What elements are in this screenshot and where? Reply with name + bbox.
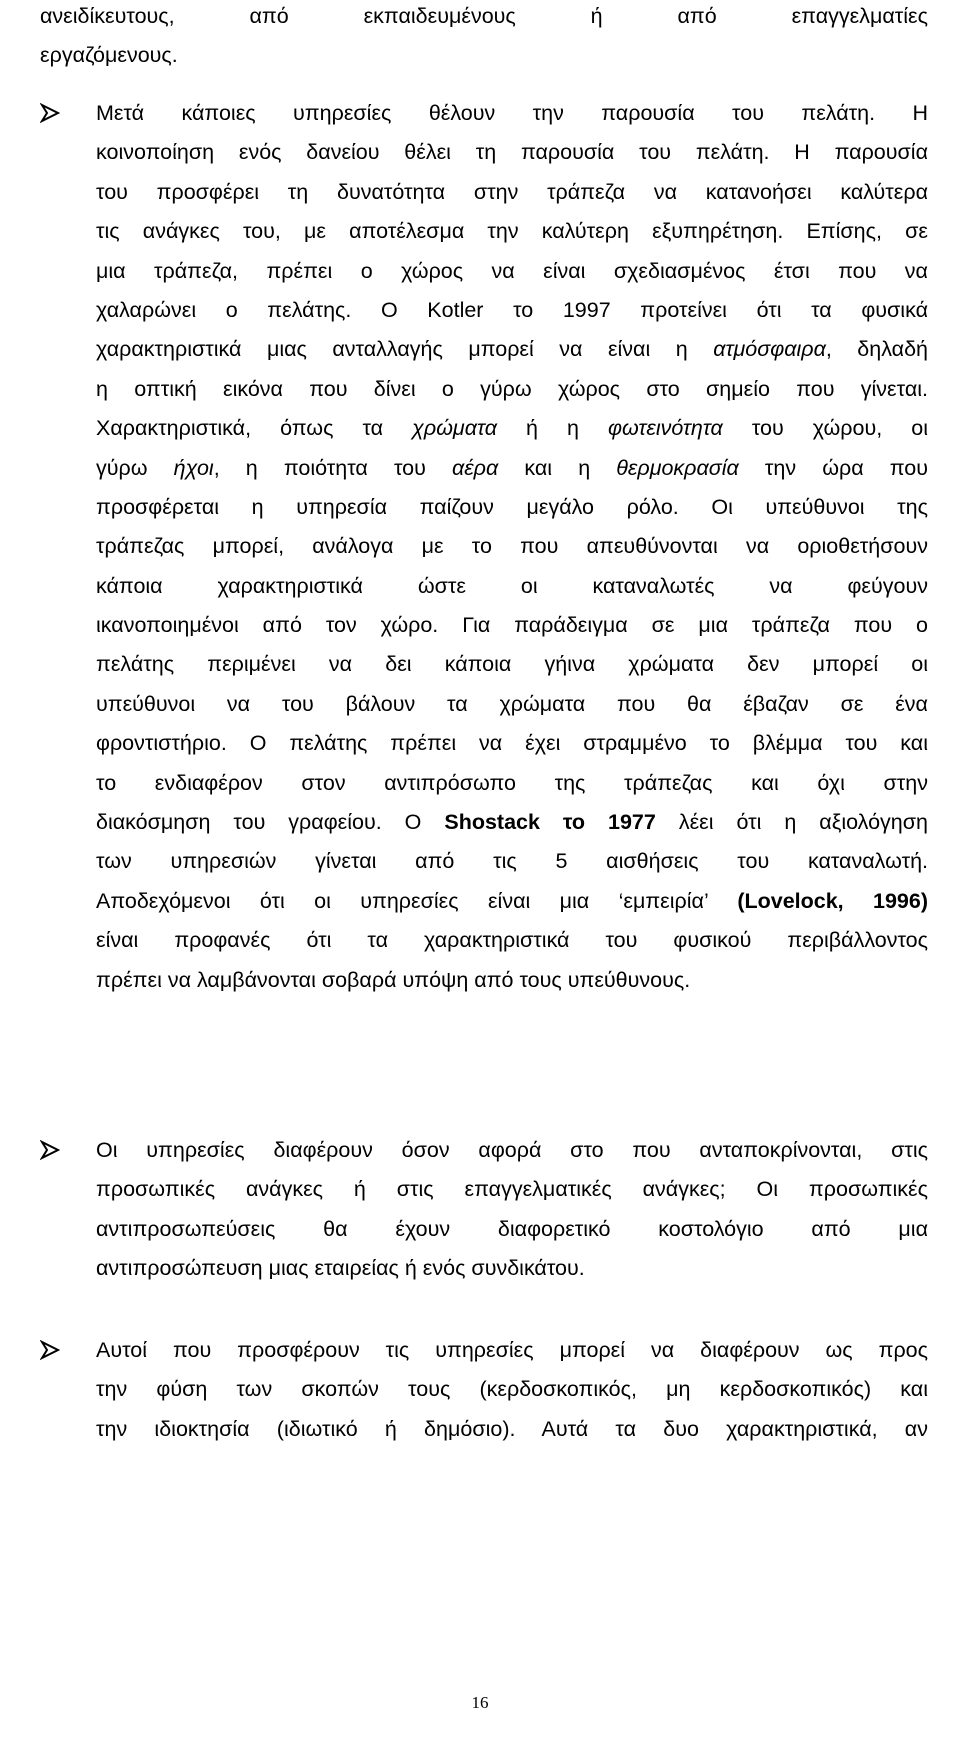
text-line bbox=[96, 133, 928, 172]
text-line bbox=[96, 961, 928, 1000]
text-run: η οπτική εικόνα που δίνει ο γύρω χώρος στο σημείο που γίνεται. bbox=[96, 376, 928, 401]
text-line: προσωπικές ανάγκες ή στις επαγγελματικές ανάγκες; Οι προσωπικές bbox=[96, 1177, 928, 1202]
text-run: μια τράπεζα, πρέπει ο χώρος να είναι σχεδιασμένος έτσι που να bbox=[96, 258, 928, 283]
text-run: κοινοποίηση ενός δανείου θέλει τη παρουσία του πελάτη. Η παρουσία bbox=[96, 140, 928, 165]
text-line: αντιπροσωπεύσεις θα έχουν διαφορετικό κοστολόγιο από μια bbox=[96, 1216, 928, 1241]
continuation-paragraph bbox=[40, 0, 928, 76]
text-line bbox=[96, 921, 928, 960]
text-run: φροντιστήριο. Ο πελάτης πρέπει να έχει στραμμένο το βλέμμα του και bbox=[96, 731, 928, 756]
text-line: αντιπροσώπευση μιας εταιρείας ή ενός συνδικάτου. bbox=[96, 1256, 585, 1281]
text-line: Αυτοί που προσφέρουν τις υπηρεσίες μπορεί να διαφέρουν ως προς bbox=[96, 1338, 928, 1362]
text-line bbox=[96, 645, 928, 684]
text-line bbox=[96, 764, 928, 803]
text-run: την ώρα που bbox=[738, 455, 928, 480]
text-run: των υπηρεσιών γίνεται από τις 5 αισθήσεις του καταναλωτή. bbox=[96, 849, 928, 874]
bold-citation: Shostack το 1977 bbox=[444, 810, 656, 835]
text-line bbox=[96, 527, 928, 566]
page-number: 16 bbox=[471, 1693, 489, 1712]
text-line bbox=[96, 330, 928, 369]
text-line bbox=[96, 882, 928, 921]
italic-term: ατμόσφαιρα bbox=[713, 337, 826, 362]
text-run: , η ποιότητα του bbox=[213, 455, 452, 480]
text-line: Οι υπηρεσίες διαφέρουν όσον αφορά στο που ανταποκρίνονται, στις bbox=[96, 1138, 928, 1162]
italic-term: θερμοκρασία bbox=[616, 455, 739, 480]
text-line bbox=[96, 370, 928, 409]
text-line bbox=[96, 291, 928, 330]
text-run: , δηλαδή bbox=[825, 337, 929, 362]
text-line bbox=[96, 252, 928, 291]
text-run: τις ανάγκες του, με αποτέλεσμα την καλύτερη εξυπηρέτηση. Επίσης, σε bbox=[96, 219, 928, 244]
text-line bbox=[96, 94, 928, 133]
text-line bbox=[96, 803, 928, 842]
arrow-bullet-icon bbox=[40, 1140, 62, 1162]
text-line: εργαζόμενους. bbox=[40, 43, 178, 68]
text-run: τράπεζας μπορεί, ανάλογα με το που απευθύνονται να οριοθετήσουν bbox=[96, 534, 928, 559]
text-line bbox=[96, 567, 928, 606]
italic-term: ήχοι bbox=[173, 455, 214, 480]
text-run: προσφέρεται η υπηρεσία παίζουν μεγάλο ρόλο. Οι υπεύθυνοι της bbox=[96, 494, 928, 519]
italic-term: φωτεινότητα bbox=[608, 416, 723, 441]
text-run: κάποια χαρακτηριστικά ώστε οι καταναλωτές να φεύγουν bbox=[96, 573, 928, 598]
text-line: ανειδίκευτους, από εκπαιδευμένους ή από επαγγελματίες bbox=[40, 4, 928, 28]
arrow-bullet-icon bbox=[40, 103, 62, 125]
text-run: γύρω bbox=[96, 455, 174, 480]
text-line bbox=[96, 488, 928, 527]
text-line bbox=[96, 173, 928, 212]
text-run: του προσφέρει τη δυνατότητα στην τράπεζα να κατανοήσει καλύτερα bbox=[96, 179, 928, 204]
text-run: πρέπει να λαμβάνονται σοβαρά υπόψη από τους υπεύθυνους. bbox=[96, 967, 691, 992]
text-run: διακόσμηση του γραφείου. Ο bbox=[96, 810, 445, 835]
bullet-paragraph-ownership bbox=[96, 1331, 928, 1449]
text-run: Χαρακτηριστικά, όπως τα bbox=[96, 416, 413, 441]
text-line bbox=[96, 606, 928, 645]
text-line bbox=[96, 724, 928, 763]
text-line bbox=[96, 842, 928, 881]
text-run: λέει ότι η αξιολόγηση bbox=[655, 810, 928, 835]
text-line bbox=[96, 212, 928, 251]
text-run: και η bbox=[498, 455, 617, 480]
text-run: χαρακτηριστικά μιας ανταλλαγής μπορεί να είναι η bbox=[96, 337, 714, 362]
text-run: ικανοποιημένοι από τον χώρο. Για παράδειγμα σε μια τράπεζα που ο bbox=[96, 613, 928, 638]
text-line bbox=[96, 685, 928, 724]
text-line bbox=[96, 409, 928, 448]
text-line: την φύση των σκοπών τους (κερδοσκοπικός, μη κερδοσκοπικός) και bbox=[96, 1377, 928, 1402]
text-run: χαλαρώνει ο πελάτης. Ο Kotler το 1997 προτείνει ότι τα φυσικά bbox=[96, 297, 928, 322]
italic-term: αέρα bbox=[451, 455, 499, 480]
text-line: την ιδιοκτησία (ιδιωτικό ή δημόσιο). Αυτά τα δυο χαρακτηριστικά, αν bbox=[96, 1416, 928, 1441]
text-run: το ενδιαφέρον στον αντιπρόσωπο της τράπεζας και όχι στην bbox=[96, 770, 928, 795]
bold-citation: (Lovelock, 1996) bbox=[737, 888, 928, 913]
text-run: ή η bbox=[496, 416, 609, 441]
arrow-bullet-icon bbox=[40, 1340, 62, 1362]
text-line bbox=[96, 449, 928, 488]
text-run: είναι προφανές ότι τα χαρακτηριστικά του φυσικού περιβάλλοντος bbox=[96, 928, 928, 953]
text-run: υπεύθυνοι να του βάλουν τα χρώματα που θα έβαζαν σε ένα bbox=[96, 691, 928, 716]
text-run: πελάτης περιμένει να δει κάποια γήινα χρώματα δεν μπορεί οι bbox=[96, 652, 928, 677]
italic-term: χρώματα bbox=[412, 416, 497, 441]
text-run: του χώρου, οι bbox=[722, 416, 928, 441]
bullet-paragraph-physical-environment bbox=[96, 94, 928, 1000]
text-run: Αποδεχόμενοι ότι οι υπηρεσίες είναι μια ‘εμπειρία’ bbox=[96, 888, 738, 913]
bullet-paragraph-personal-needs bbox=[96, 1131, 928, 1289]
text-run: Μετά κάποιες υπηρεσίες θέλουν την παρουσία του πελάτη. Η bbox=[96, 101, 928, 125]
